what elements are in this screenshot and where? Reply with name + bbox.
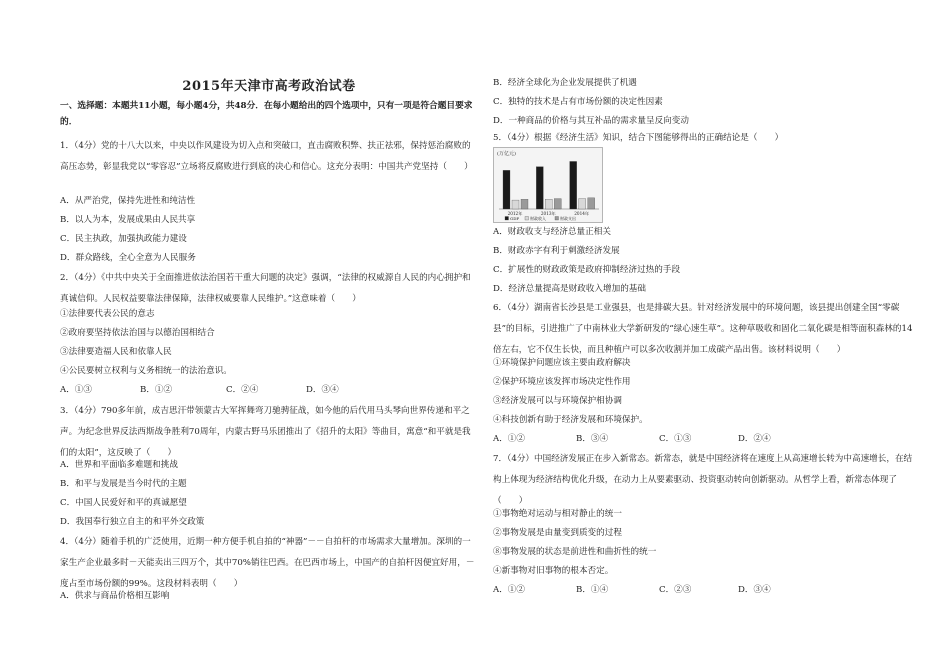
question-5-stem: 5．（4分）根据《经济生活》知识，结合下图能够得出的正确结论是（ ） bbox=[493, 133, 784, 143]
q5-option-b: B．财政赤字有利于刺激经济发展 bbox=[493, 246, 620, 256]
x-tick-label: 2014年 bbox=[574, 211, 590, 216]
q2-option-a: A．①③ bbox=[60, 385, 92, 395]
q1-option-b: B．以人为本，发展成果由人民共享 bbox=[60, 215, 196, 225]
bar-0-0 bbox=[503, 170, 510, 209]
q2-item-4: ④公民要树立权利与义务相统一的法治意识。 bbox=[60, 366, 232, 376]
q2-options bbox=[60, 385, 478, 396]
question-2 bbox=[60, 268, 478, 310]
legend-label: GDP bbox=[510, 216, 520, 221]
legend-label: 财政收入 bbox=[530, 216, 546, 221]
question-2-stem: 2．（4分）《中共中央关于全面推进依法治国若干重大问题的决定》强调，“法律的权威源自人民的内心拥护和真诚信仰。人民权益要靠法律保障，法律权威要靠人民维护。”这意味着（ ） bbox=[60, 273, 471, 304]
q4-option-c: C．独特的技术是占有市场份额的决定性因素 bbox=[493, 97, 663, 107]
question-4 bbox=[60, 532, 478, 595]
chart-unit-label: (万亿元) bbox=[497, 151, 516, 157]
q6-item-3: ③经济发展可以与环境保护相协调 bbox=[493, 396, 622, 406]
q7-item-2: ②事物发展是由量变到质变的过程 bbox=[493, 528, 622, 538]
q5-option-d: D．经济总量提高是财政收入增加的基础 bbox=[493, 284, 646, 294]
bar-2-0 bbox=[570, 161, 577, 209]
q3-option-b: B．和平与发展是当今时代的主题 bbox=[60, 479, 187, 489]
q6-option-d: D．②④ bbox=[738, 434, 771, 444]
x-tick-label: 2013年 bbox=[540, 211, 556, 216]
q4-option-a: A．供求与商品价格相互影响 bbox=[60, 591, 170, 601]
legend-swatch bbox=[525, 217, 529, 221]
question-5 bbox=[493, 128, 918, 149]
q6-option-c: C．①③ bbox=[659, 434, 692, 444]
q7-item-3: ⑧事物发展的状态是前进性和曲折性的统一 bbox=[493, 547, 657, 557]
q2-item-3: ③法律要造福人民和依靠人民 bbox=[60, 347, 172, 357]
q4-option-d: D．一种商品的价格与其互补品的需求量呈反向变动 bbox=[493, 116, 689, 126]
bar-2-1 bbox=[579, 199, 586, 209]
question-1 bbox=[60, 136, 478, 178]
question-6 bbox=[493, 298, 918, 361]
chart-legend bbox=[505, 215, 576, 221]
q6-item-2: ②保护环境应该发挥市场决定性作用 bbox=[493, 377, 631, 387]
question-6-stem: 6．（4分）湖南省长沙县是工业强县，也是排碳大县。针对经济发展中的环境问题，该县提出创建全国“零碳县”的目标，引进推广了中南林业大学新研发的“绿心速生草”。这种草吸收和固化二氧化碳是相等面积森林的14倍左右，它不仅生长快，而且种植户可以多次收割并加工成碳产品出售。该材料说明（ ） bbox=[493, 303, 913, 355]
q6-item-4: ④科技创新有助于经济发展和环境保护。 bbox=[493, 415, 648, 425]
legend-swatch bbox=[555, 217, 559, 221]
q7-item-1: ①事物绝对运动与相对静止的统一 bbox=[493, 509, 622, 519]
q7-item-4: ④新事物对旧事物的根本否定。 bbox=[493, 566, 614, 576]
finance-bar-chart bbox=[493, 147, 603, 223]
bar-2-2 bbox=[588, 198, 595, 209]
bar-0-1 bbox=[512, 200, 519, 209]
bar-1-0 bbox=[536, 167, 543, 209]
exam-title: 2015年天津市高考政治试卷 bbox=[182, 79, 356, 94]
legend-label: 财政支出 bbox=[560, 216, 576, 221]
q5-option-c: C．扩展性的财政政策是政府抑制经济过热的手段 bbox=[493, 265, 681, 275]
q2-option-b: B．①② bbox=[140, 385, 173, 395]
q7-option-c: C．②③ bbox=[659, 585, 692, 595]
q4-option-b: B．经济全球化为企业发展提供了机遇 bbox=[493, 78, 637, 88]
q1-option-c: C．民主执政，加强执政能力建设 bbox=[60, 234, 187, 244]
question-7 bbox=[493, 449, 918, 512]
question-4-stem: 4．（4分）随着手机的广泛使用，近期一种方便手机自拍的“神器”－－自拍杆的市场需求大量增加。深圳的一家生产企业最多时－天能卖出三四万个，其中70%销往巴西。在巴西市场上，中国产的自拍杆因便宜好用，－度占至市场份额的99%。这段材料表明（ ） bbox=[60, 537, 475, 589]
q6-option-b: B．③④ bbox=[576, 434, 609, 444]
legend-swatch bbox=[505, 217, 509, 221]
chart-x-labels bbox=[508, 210, 590, 217]
q7-options bbox=[493, 585, 918, 596]
q7-option-b: B．①④ bbox=[576, 585, 609, 595]
q6-options bbox=[493, 434, 918, 445]
section-heading: 一、选择题：本题共11小题，每小题4分，共48分．在每小题给出的四个选项中，只有一项是符合题目要求的． bbox=[60, 101, 473, 127]
q5-option-a: A．财政收支与经济总量正相关 bbox=[493, 227, 611, 237]
q2-item-1: ①法律要代表公民的意志 bbox=[60, 309, 155, 319]
q3-option-a: A．世界和平面临多难题和挑战 bbox=[60, 460, 178, 470]
bar-1-2 bbox=[554, 199, 561, 209]
q3-option-c: C．中国人民爱好和平的真诚愿望 bbox=[60, 498, 187, 508]
q1-option-a: A．从严治党，保持先进性和纯洁性 bbox=[60, 196, 196, 206]
q6-option-a: A．①② bbox=[493, 434, 525, 444]
q7-option-d: D．③④ bbox=[738, 585, 771, 595]
x-tick-label: 2012年 bbox=[507, 211, 523, 216]
q3-option-d: D．我国奉行独立自主的和平外交政策 bbox=[60, 517, 205, 527]
question-3-stem: 3．（4分）790多年前，成吉思汗带领蒙古大军挥舞弯刀驰骋征战，如今他的后代用马头琴向世界传递和平之声。为纪念世界反法西斯战争胜利70周年，内蒙古野马乐团推出了《招升的太阳》等曲目，寓意“和平就是我们的太阳”，这反映了（ ） bbox=[60, 406, 471, 458]
question-7-stem: 7．（4分）中国经济发展正在步入新常态。新常态，就是中国经济将在速度上从高速增长转为中高速增长，在结构上体现为经济结构优化升级，在动力上从要素驱动、投资驱动转向创新驱动。从哲学上看，新常态体现了（ ） bbox=[493, 454, 913, 506]
bar-0-2 bbox=[521, 199, 528, 209]
q6-item-1: ①环境保护问题应该主要由政府解决 bbox=[493, 358, 631, 368]
q7-option-a: A．①② bbox=[493, 585, 525, 595]
q2-option-c: C．②④ bbox=[226, 385, 259, 395]
question-1-stem: 1．（4分）党的十八大以来，中央以作风建设为切入点和突破口，直击腐败积弊、扶正祛邪，保持惩治腐败的高压态势，彰显我党以“零容忍”立场将反腐败进行到底的决心和信心。这充分表明：中国共产党坚持（ ） bbox=[60, 141, 473, 172]
bar-1-1 bbox=[545, 199, 552, 209]
q1-option-d: D．群众路线，全心全意为人民服务 bbox=[60, 253, 196, 263]
q2-option-d: D．③④ bbox=[306, 385, 339, 395]
q2-item-2: ②政府要坚持依法治国与以德治国相结合 bbox=[60, 328, 215, 338]
question-3 bbox=[60, 401, 478, 464]
